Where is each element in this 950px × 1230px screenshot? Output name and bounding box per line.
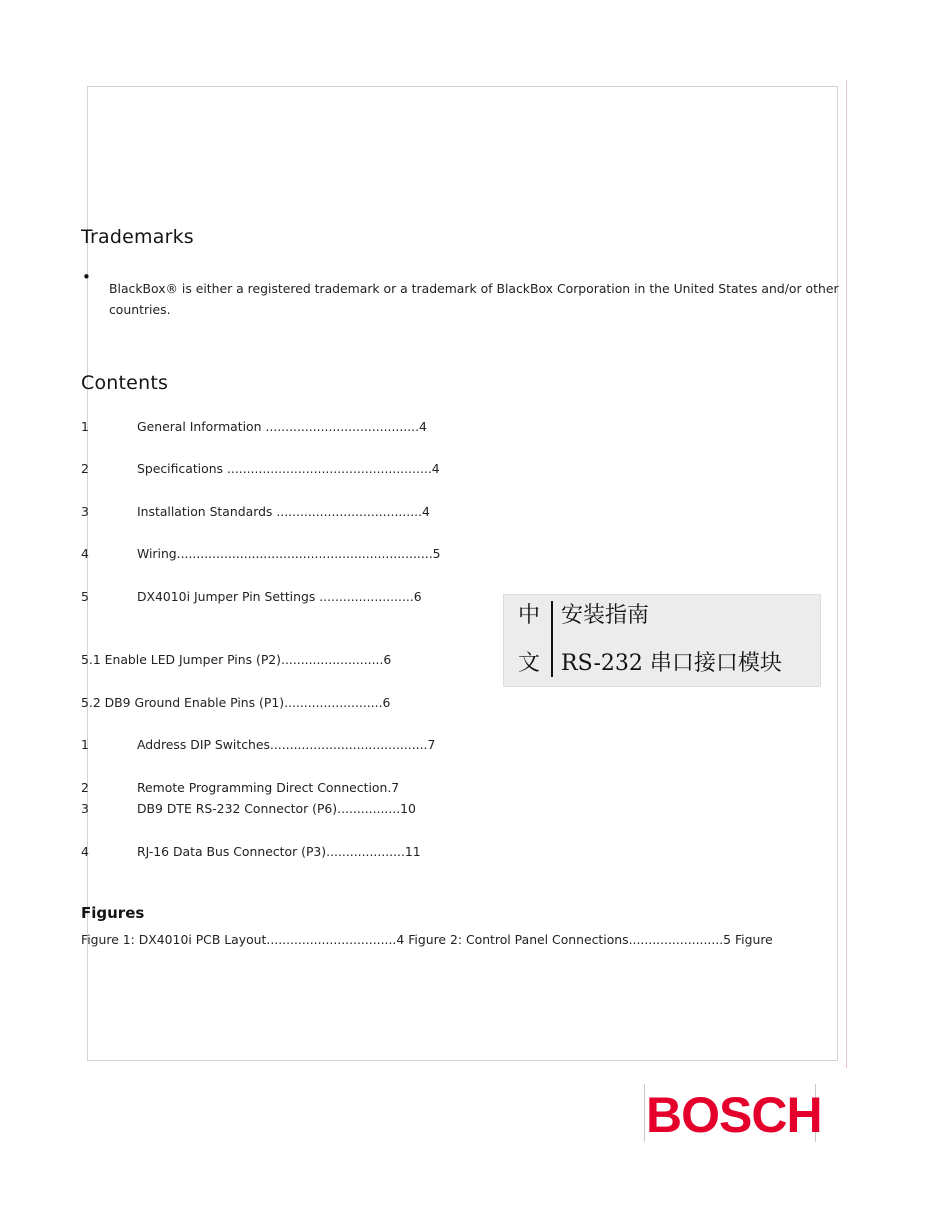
margin-line [846,80,847,1068]
figures-list[interactable]: Figure 1: DX4010i PCB Layout.................................4 Figure 2: Control Panel Connections........................5 Figure [81,932,773,947]
logo-rule-left [644,1084,645,1142]
toc-number: 1 [81,419,89,434]
toc-title: Specifications ....................................................4 [137,461,440,476]
toc-title: Address DIP Switches........................................7 [137,737,436,752]
toc-entry[interactable] [81,844,421,859]
toc-entry[interactable] [81,801,416,816]
figures-heading: Figures [81,904,145,922]
toc-title: Remote Programming Direct Connection.7 [137,780,400,795]
bullet-icon: • [82,268,91,286]
toc-title: RJ-16 Data Bus Connector (P3)....................11 [137,844,421,859]
toc-title: DX4010i Jumper Pin Settings ........................6 [137,589,422,604]
page-frame [87,86,838,1061]
toc-entry[interactable] [81,504,430,519]
toc-title: Wiring.................................................................5 [137,546,441,561]
bosch-logo [644,1084,822,1143]
toc-number: 1 [81,737,89,752]
trademark-text: BlackBox® is either a registered trademark or a trademark of BlackBox Corporation in the United States and/or other countries. [109,281,839,317]
bosch-wordmark: BOSCH [646,1087,822,1143]
divider [551,601,553,677]
toc-entry[interactable] [81,419,427,434]
toc-number: 4 [81,546,89,561]
toc-entry[interactable] [81,780,399,795]
toc-title: Installation Standards .....................................4 [137,504,430,519]
toc-title: DB9 DTE RS-232 Connector (P6)................10 [137,801,416,816]
toc-subentry[interactable]: 5.2 DB9 Ground Enable Pins (P1).........................6 [81,695,391,710]
chinese-title-line1: 安装指南 [561,603,650,628]
chinese-char-wen: 文 [518,651,541,676]
toc-number: 5 [81,589,89,604]
toc-title: General Information .......................................4 [137,419,427,434]
toc-entry[interactable] [81,737,435,752]
chinese-title-box [503,594,821,687]
chinese-title-line2: RS-232 串口接口模块 [561,651,782,676]
toc-number: 4 [81,844,89,859]
toc-entry[interactable] [81,461,440,476]
toc-number: 2 [81,461,89,476]
trademarks-heading: Trademarks [81,226,194,248]
chinese-char-zhong: 中 [518,603,541,628]
toc-number: 2 [81,780,89,795]
contents-heading: Contents [81,372,169,394]
toc-number: 3 [81,801,89,816]
toc-entry[interactable] [81,546,441,561]
toc-subentry[interactable]: 5.1 Enable LED Jumper Pins (P2)..........................6 [81,652,392,667]
toc-entry[interactable] [81,589,422,604]
toc-number: 3 [81,504,89,519]
